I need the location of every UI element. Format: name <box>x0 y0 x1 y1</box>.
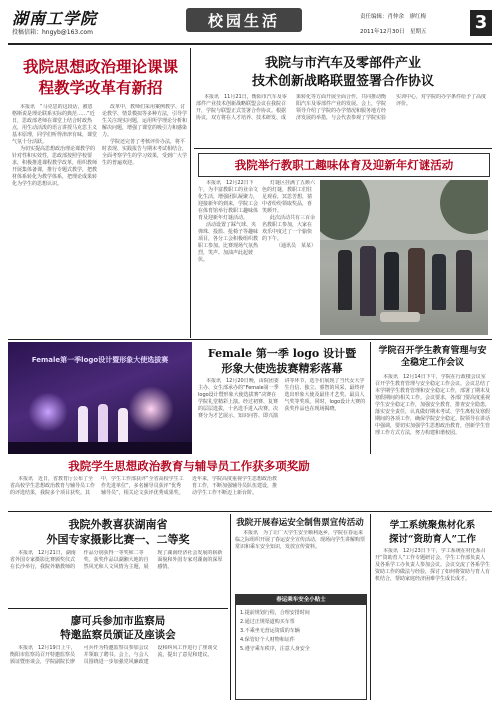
logo-headline-1: Female 第一季 logo 设计暨 <box>207 347 357 360</box>
page-number: 3 <box>470 10 492 36</box>
logo-contest-photo <box>8 342 192 454</box>
aid-body: 本报讯 12月23日下午，学工系统在材化系召开“资助育人”工作专题研讨会，学生工作部负责人及各系学工办负责人参加会议。会议交流了各系学生资助工作的做法与经验，探讨了如何将资助与育人有机结合，帮助家庭经济困难学生成长成才。 <box>375 548 490 582</box>
paper-name-logo: 湖南工学院 <box>12 9 98 28</box>
expert-rule <box>8 608 228 609</box>
lantern-article <box>194 150 492 338</box>
tips-box-title: 春运乘车安全小贴士 <box>236 595 366 605</box>
aid-headline-1: 学工系统聚焦材化系 <box>389 520 476 531</box>
section-title: 校园生活 <box>207 12 280 30</box>
expert-headline-1: 我院外教喜获湖南省 <box>68 518 168 531</box>
edu-safety-headline: 学院召开学生教育管理与安全稳定工作会议 <box>378 346 487 368</box>
aid-education-article <box>373 514 492 700</box>
supervisor-headline-2: 特邀监察员颁证及座谈会 <box>60 629 176 641</box>
alliance-rule <box>194 148 492 149</box>
performer <box>118 408 128 444</box>
expert-headline-2: 外国专家摄影比赛一、二等奖 <box>46 533 190 546</box>
lantern-photo <box>320 180 488 335</box>
supervisor-headline-1: 廖可兵参加市监察局 <box>70 615 166 627</box>
tips-box <box>235 594 367 700</box>
tips-box-list <box>240 609 362 695</box>
award-article <box>8 456 370 510</box>
middle-section-rule <box>8 511 492 512</box>
lantern-headline-box <box>198 153 490 177</box>
edu-safety-body: 本报讯 12月14日下午，学院在行政楼会议室召开学生教育管理与安全稳定工作会议。会议总结了本学期学生教育管理和安全稳定工作，部署了期末及寒假期间的相关工作。会议要求，各部门要高度重视学生安全稳定工作，加强安全教育，排查安全隐患，落实安全责任，认真做好期末考试、学生离校及寒假期间的各项工作，确保学院安全稳定。院领导在讲话中强调，要切实加强学生思想政治教育，创新学生管理工作方式方法，努力构建和谐校园。 <box>375 374 490 436</box>
masthead-rule <box>8 43 492 45</box>
supervisor-body: 本报讯 12月19日上午，衡阳市监察局召开特邀监察员颁证暨座谈会，学院副院长廖可兵作为特邀监察员参加会议并领取了聘书。会上，与会人员围绕进一步加强党风廉政建设和纠风工作进行了座谈交流，提出了意见和建议。 <box>10 645 218 665</box>
logo-headline-2: 形象大使选拔赛精彩落幕 <box>221 362 343 375</box>
reform-headline: 我院思想政治理论课课程教学改革有新招 <box>22 57 178 97</box>
lantern-body-col2: 灯谜区挂满了五颜六色的灯谜，教职工们驻足观看，冥思苦想，猜中者纷纷领取奖品，喜笑颜开。 此次活动共有三百余名教职工参加，大家在欢乐中度过了一个愉快的下午。 （通讯员 某某） <box>262 180 316 249</box>
reform-body: 本报讯 “马克思的这段话，被恩格斯说是理论联系实际的典范……”近日，思政部老师在课堂上结合时政热点，用生动活泼的语言讲授马克思主义基本原理，同学们听得津津有味，课堂气氛十分活跃。 为切实提高思想政治理论课教学的针对性和实效性，思政部按照学校要求，积极推进课程教学改革，组织教师开展集体备课，推行专题式教学，把教材体系转化为教学体系，把理论成果转化为学生的思想认识。 <box>12 104 97 187</box>
reform-article <box>8 48 188 333</box>
edu-safety-article <box>373 342 492 477</box>
alliance-headline-2: 技术创新战略联盟签署合作协议 <box>251 74 434 89</box>
editor-line: 责任编辑：肖仲余 廖红梅 <box>360 14 427 20</box>
masthead <box>0 0 500 44</box>
stage-floor <box>8 442 192 454</box>
upper-section-rule <box>8 339 492 340</box>
award-headline: 我院学生思想政治教育与辅导员工作获多项奖励 <box>68 459 310 473</box>
alliance-body: 本报讯 11月21日，衡阳市汽车及零部件产业技术创新战略联盟会议在我院召开，学院与联盟正式签署合作协议。根据协议，双方将在人才培养、技术研发、成果转化等方面开展全面合作，共同推动衡阳汽车及零部件产业的发展。会上，学院领导介绍了学院的办学情况和服务地方经济发展的举措，与会代表参观了学院实验实训中心，对学院的办学条件给予了高度评价。 <box>196 94 487 121</box>
stage-banner-text: Female第一季logo设计暨形象大使选拔赛 <box>31 356 169 364</box>
expert-body: 本报讯 12月21日，湖南省外国专家摄影比赛颁奖仪式在长沙举行，我院外籍教师的作品分别获得一等奖和二等奖。获奖作品以湖湘大地的自然风光和人文风情为主题，展现了湖南经济社会发展的崭新面貌和外国专家对湖南的深厚感情。 <box>10 550 223 570</box>
alliance-headline-1: 我院与市汽车及零部件产业 <box>264 56 421 71</box>
date-line: 2011年12月30日 星期五 <box>360 29 427 35</box>
tip-item: 4.保管好个人财物和证件 <box>240 637 295 643</box>
photo-person <box>360 246 376 316</box>
photo-person <box>384 252 399 310</box>
section-banner <box>186 8 302 32</box>
lower-divider <box>230 514 231 700</box>
supervisor-article <box>8 611 228 701</box>
photo-person <box>456 250 472 312</box>
photo-ground-object <box>380 312 420 322</box>
lower-divider-2 <box>370 514 371 700</box>
alliance-article <box>194 48 492 148</box>
tip-item: 2.通过正规渠道购买车票 <box>240 619 295 625</box>
aid-headline-2: 探讨“资助育人”工作 <box>389 534 476 545</box>
lantern-body: 本报讯 12月22日下午，为丰富教职工的业余文化生活，增强团队凝聚力，迎接新年的到来，学院工会在体育馆举行教职工趣味体育及迎新年灯谜活动。 活动设置了踩气球、夹弹珠、投篮、抢椅子等趣味项目，各分工会积极组织教职工参加。比赛现场气氛热烈，笑声、加油声此起彼伏。 <box>198 180 258 263</box>
photo-person <box>432 254 446 310</box>
stage-light <box>128 386 174 432</box>
tip-item: 5.遵守乘车秩序，注意人身安全 <box>240 646 310 652</box>
lantern-headline: 我院举行教职工趣味体育及迎新年灯谜活动 <box>234 158 454 172</box>
performer <box>78 406 88 444</box>
sidebar-divider <box>370 342 371 454</box>
tip-item: 3.不乘坐无营运资质的车辆 <box>240 628 300 634</box>
spring-travel-body: 本报讯 为了让广大学生安全顺利返乡，学院在春运来临之际组织开展了春运安全宣传活动，现场向学生讲解购票常识和乘车安全知识，发放宣传资料。 <box>235 530 365 550</box>
logo-body: 本报讯 12月20日晚，由院团委主办、女生部承办的“Female第一季logo设计暨形象大使选拔赛”决赛在学院礼堂精彩上演。经过初赛、复赛的层层选拔，十名选手进入决赛。决赛分为才艺展示、知识问答、即兴演讲等环节，选手们展现了当代女大学生自信、独立、睿智的风采，最终评选出形象大使及最佳才艺奖、最具人气奖等奖项。同时，logo设计大赛的获奖作品也在现场揭晓。 <box>198 378 366 419</box>
email-line: 投稿信箱：hngyb@163.com <box>12 29 93 36</box>
logo-contest-article <box>196 342 368 454</box>
expert-article <box>8 514 228 606</box>
tip-item: 1.提前规划行程，合理安排时间 <box>240 610 310 616</box>
photo-person <box>408 248 425 314</box>
stage-light <box>28 392 68 432</box>
photo-person <box>338 250 352 310</box>
award-body: 本报讯 近日，省教育厅公布了全省高校学生思想政治教育与辅导员工作的评选结果，我院多个项目获奖。其中，学生工作部获评“全省高校学生工作先进单位”，多名辅导员获评“优秀辅导员”，相关论文获评优秀成果奖。近年来，学院高度重视学生思想政治教育工作，不断加强辅导员队伍建设，推动学生工作不断迈上新台阶。 <box>10 476 278 496</box>
spring-travel-headline: 我院开展春运安全制售票宣传活动 <box>236 518 364 528</box>
column-divider <box>190 48 191 338</box>
performer <box>98 404 108 444</box>
spring-travel-article <box>233 514 367 700</box>
reform-body-col2: 改革中，教师们采用案例教学、讨论教学、情景模拟等多种方法，引导学生关注现实问题，运用所学理论分析和解决问题，增强了课堂的吸引力和感染力。 学院还完善了考核评价办法，将平时表现、实践报告与期末考试相结合，全面考察学生的学习效果，受到广大学生的普遍欢迎。 <box>102 104 187 166</box>
